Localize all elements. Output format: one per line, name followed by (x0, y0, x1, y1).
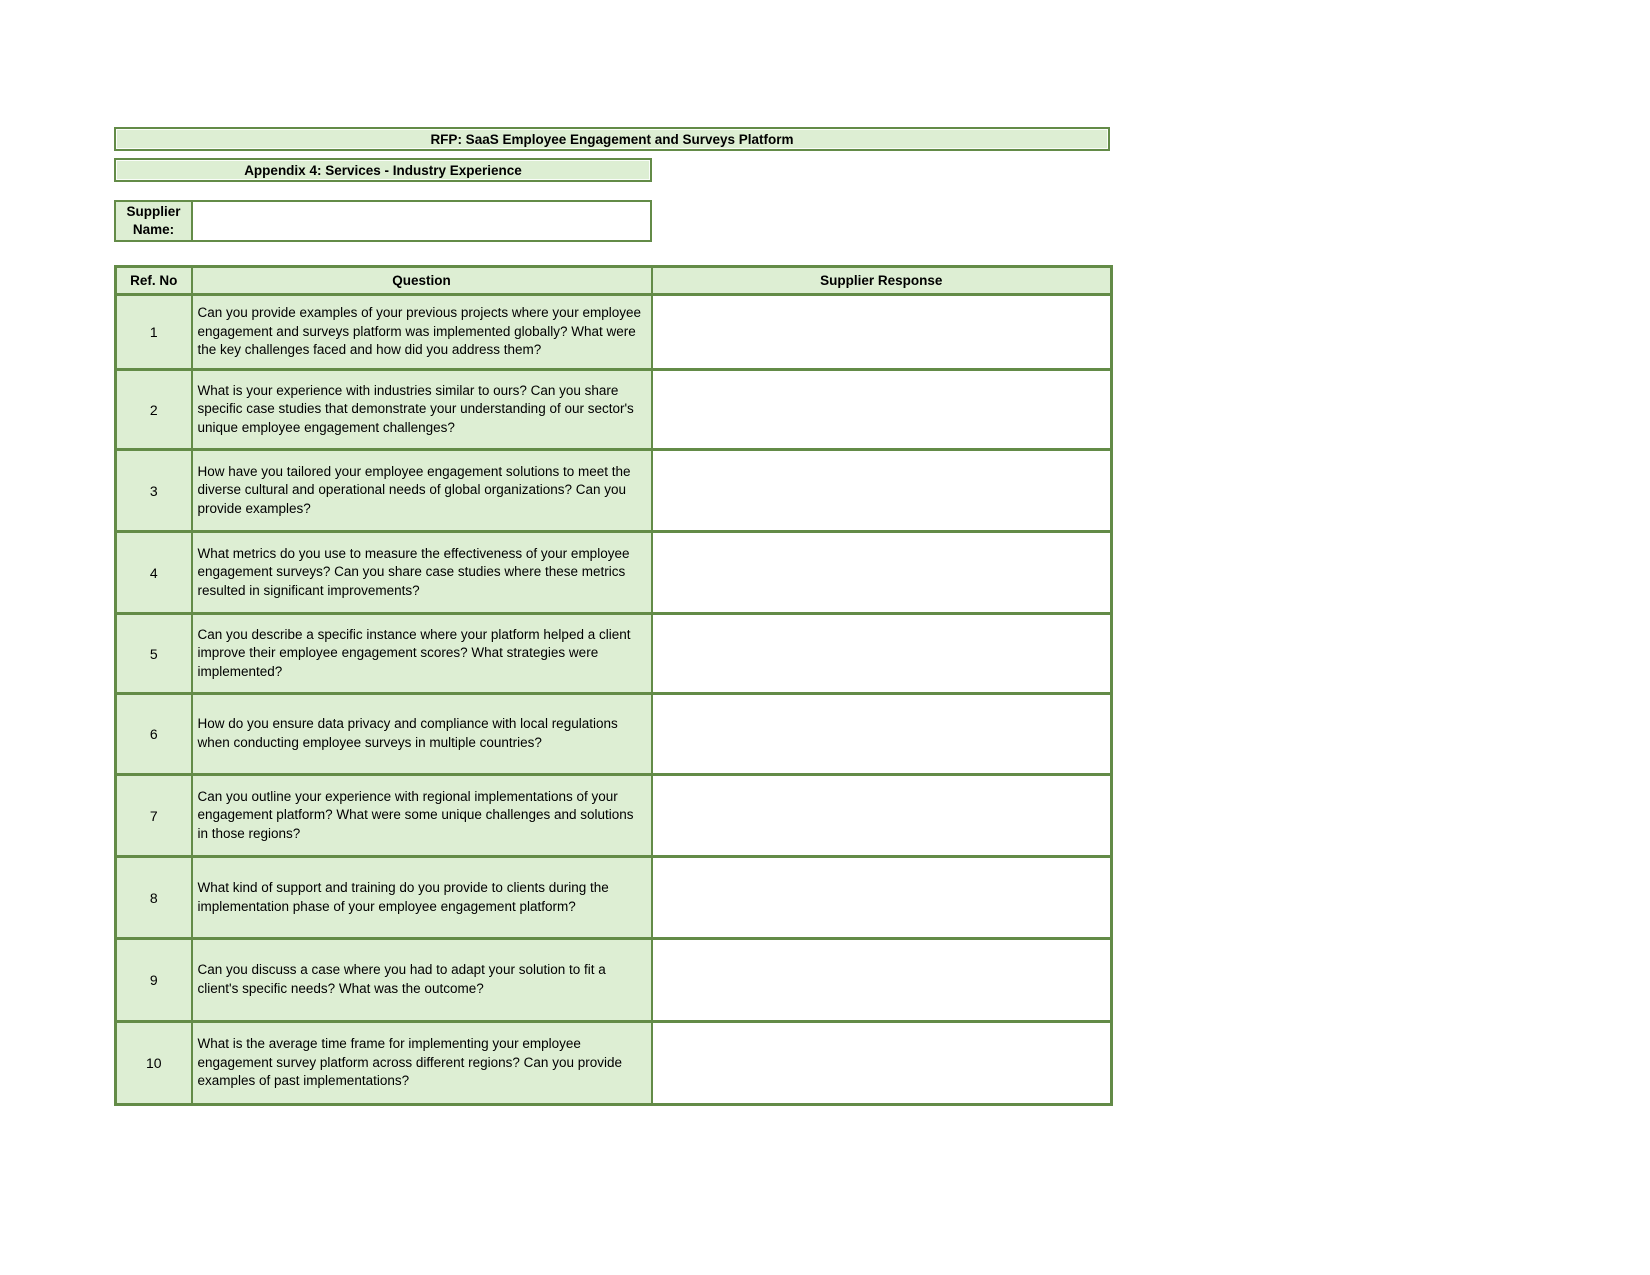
rfp-title-bar: RFP: SaaS Employee Engagement and Surveys Platform (114, 127, 1110, 151)
supplier-response-cell[interactable] (652, 1022, 1112, 1105)
ref-no-cell: 4 (116, 532, 192, 614)
table-row (116, 775, 1112, 857)
table-row (116, 370, 1112, 450)
supplier-response-cell[interactable] (652, 370, 1112, 450)
supplier-response-cell[interactable] (652, 857, 1112, 939)
question-cell: What kind of support and training do you provide to clients during the implementation phase of your employee engagement platform? (192, 857, 652, 939)
question-cell: What metrics do you use to measure the effectiveness of your employee engagement surveys? Can you share case studies where these metrics resulted in significant improvements? (192, 532, 652, 614)
supplier-response-cell[interactable] (652, 694, 1112, 775)
table-row (116, 614, 1112, 694)
supplier-response-cell[interactable] (652, 614, 1112, 694)
ref-no-cell: 3 (116, 450, 192, 532)
column-header-question: Question (192, 267, 652, 295)
ref-no-cell: 2 (116, 370, 192, 450)
table-row (116, 1022, 1112, 1105)
column-header-supplier-response: Supplier Response (652, 267, 1112, 295)
ref-no-cell: 1 (116, 295, 192, 370)
table-row (116, 450, 1112, 532)
supplier-response-cell[interactable] (652, 532, 1112, 614)
supplier-response-cell[interactable] (652, 450, 1112, 532)
supplier-name-input[interactable] (193, 202, 650, 240)
question-cell: What is the average time frame for implementing your employee engagement survey platform across different regions? Can you provide examples of past implementations? (192, 1022, 652, 1105)
question-cell: How have you tailored your employee engagement solutions to meet the diverse cultural and operational needs of global organizations? Can you provide examples? (192, 450, 652, 532)
supplier-response-cell[interactable] (652, 775, 1112, 857)
appendix-title-bar: Appendix 4: Services - Industry Experience (114, 158, 652, 182)
question-cell: How do you ensure data privacy and compliance with local regulations when conducting employee surveys in multiple countries? (192, 694, 652, 775)
ref-no-cell: 5 (116, 614, 192, 694)
supplier-response-cell[interactable] (652, 939, 1112, 1022)
supplier-name-block (114, 200, 652, 242)
ref-no-cell: 7 (116, 775, 192, 857)
question-cell: What is your experience with industries similar to ours? Can you share specific case studies that demonstrate your understanding of our sector's unique employee engagement challenges? (192, 370, 652, 450)
table-row (116, 939, 1112, 1022)
table-row (116, 694, 1112, 775)
ref-no-cell: 9 (116, 939, 192, 1022)
question-cell: Can you discuss a case where you had to adapt your solution to fit a client's specific needs? What was the outcome? (192, 939, 652, 1022)
question-cell: Can you outline your experience with regional implementations of your engagement platform? What were some unique challenges and solutions in those regions? (192, 775, 652, 857)
ref-no-cell: 6 (116, 694, 192, 775)
question-cell: Can you describe a specific instance where your platform helped a client improve their employee engagement scores? What strategies were implemented? (192, 614, 652, 694)
supplier-name-label: Supplier Name: (116, 202, 193, 240)
supplier-response-cell[interactable] (652, 295, 1112, 370)
question-cell: Can you provide examples of your previous projects where your employee engagement and surveys platform was implemented globally? What were the key challenges faced and how did you address them? (192, 295, 652, 370)
table-header-row (116, 267, 1112, 295)
table-row (116, 532, 1112, 614)
table-row (116, 857, 1112, 939)
questions-table (114, 265, 1113, 1106)
ref-no-cell: 8 (116, 857, 192, 939)
column-header-ref-no: Ref. No (116, 267, 192, 295)
ref-no-cell: 10 (116, 1022, 192, 1105)
table-row (116, 295, 1112, 370)
